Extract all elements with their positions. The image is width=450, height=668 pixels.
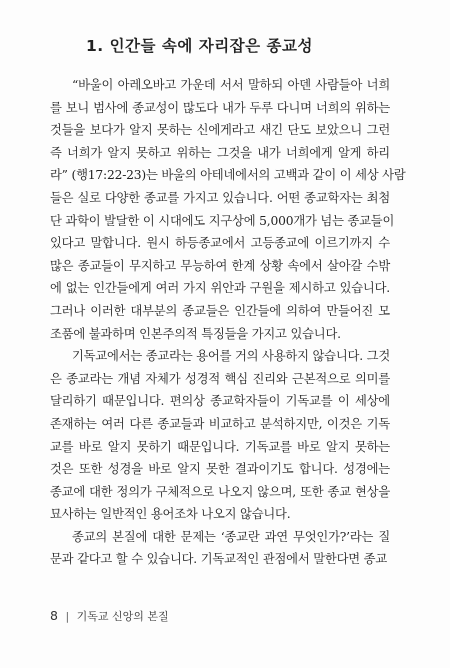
text-line: 에 없는 인간들에게 여러 가지 위안과 구원을 제시하고 있습니다. <box>50 281 390 296</box>
text-line: 종교의 본질에 대한 문제는 ‘종교란 과연 무엇인가?’라는 질 <box>72 529 390 544</box>
text-line: 종교에 대한 정의가 구체적으로 나오지 않으며, 또한 종교 현상을 <box>50 484 390 499</box>
book-title: 기독교 신앙의 본질 <box>76 610 169 623</box>
page-footer <box>50 608 169 624</box>
text-line: 조품에 불과하며 인본주의적 특징들을 가지고 있습니다. <box>50 326 341 341</box>
text-line: 즉 너희가 알지 못하고 위하는 그것을 내가 너희에게 알게 하리 <box>50 145 390 160</box>
text-line: 단 과학이 발달한 이 시대에도 지구상에 5,000개가 넘는 종교들이 <box>50 213 395 228</box>
section-heading: 1. 인간들 속에 자리잡은 종교성 <box>86 37 313 55</box>
text-line: 달리하기 때문입니다. 편의상 종교학자들이 기독교를 이 세상에 <box>50 394 390 409</box>
text-line: 것들을 보다가 알지 못하는 신에게라고 새긴 단도 보았으니 그런 <box>50 123 390 138</box>
text-line: 은 종교라는 개념 자체가 성경적 핵심 진리와 근본적으로 의미를 <box>50 371 390 386</box>
paragraph <box>50 345 390 526</box>
text-line: 교를 바로 알지 못하기 때문입니다. 기독교를 바로 알지 못하는 <box>50 439 390 454</box>
text-line: 그러나 이러한 대부분의 종교들은 인간들에 의하여 만들어진 모 <box>50 303 390 318</box>
text-line: 있다고 말합니다. 원시 하등종교에서 고등종교에 이르기까지 수 <box>50 236 390 251</box>
text-line: 존재하는 여러 다른 종교들과 비교하고 분석하지만, 이것은 기독 <box>50 416 390 431</box>
page-number: 8 <box>50 608 58 623</box>
text-line: 기독교에서는 종교라는 용어를 거의 사용하지 않습니다. 그것 <box>72 349 390 364</box>
paragraph <box>50 74 406 345</box>
text-line: 를 보니 범사에 종교성이 많도다 내가 두루 다니며 너희의 위하는 <box>50 100 390 115</box>
footer-separator: | <box>65 610 70 623</box>
text-line: “바울이 아레오바고 가운데 서서 말하되 아덴 사람들아 너희 <box>72 78 390 92</box>
text-line: 문과 같다고 할 수 있습니다. 기독교적인 관점에서 말한다면 종교 <box>50 552 388 567</box>
text-line: 들은 실로 다양한 종교를 가지고 있습니다. 어떤 종교학자는 최첨 <box>50 190 390 205</box>
body-text <box>50 74 406 571</box>
text-line: 것은 또한 성경을 바로 알지 못한 결과이기도 합니다. 성경에는 <box>50 462 390 477</box>
text-line: 라” (행17:22-23)는 바울의 아테네에서의 고백과 같이 이 세상 사람 <box>50 168 406 183</box>
text-line: 묘사하는 일반적인 용어조차 나오지 않습니다. <box>50 507 291 522</box>
text-line: 많은 종교들이 무지하고 무능하여 한계 상황 속에서 살아갈 수밖 <box>50 258 390 273</box>
paragraph <box>50 526 390 571</box>
